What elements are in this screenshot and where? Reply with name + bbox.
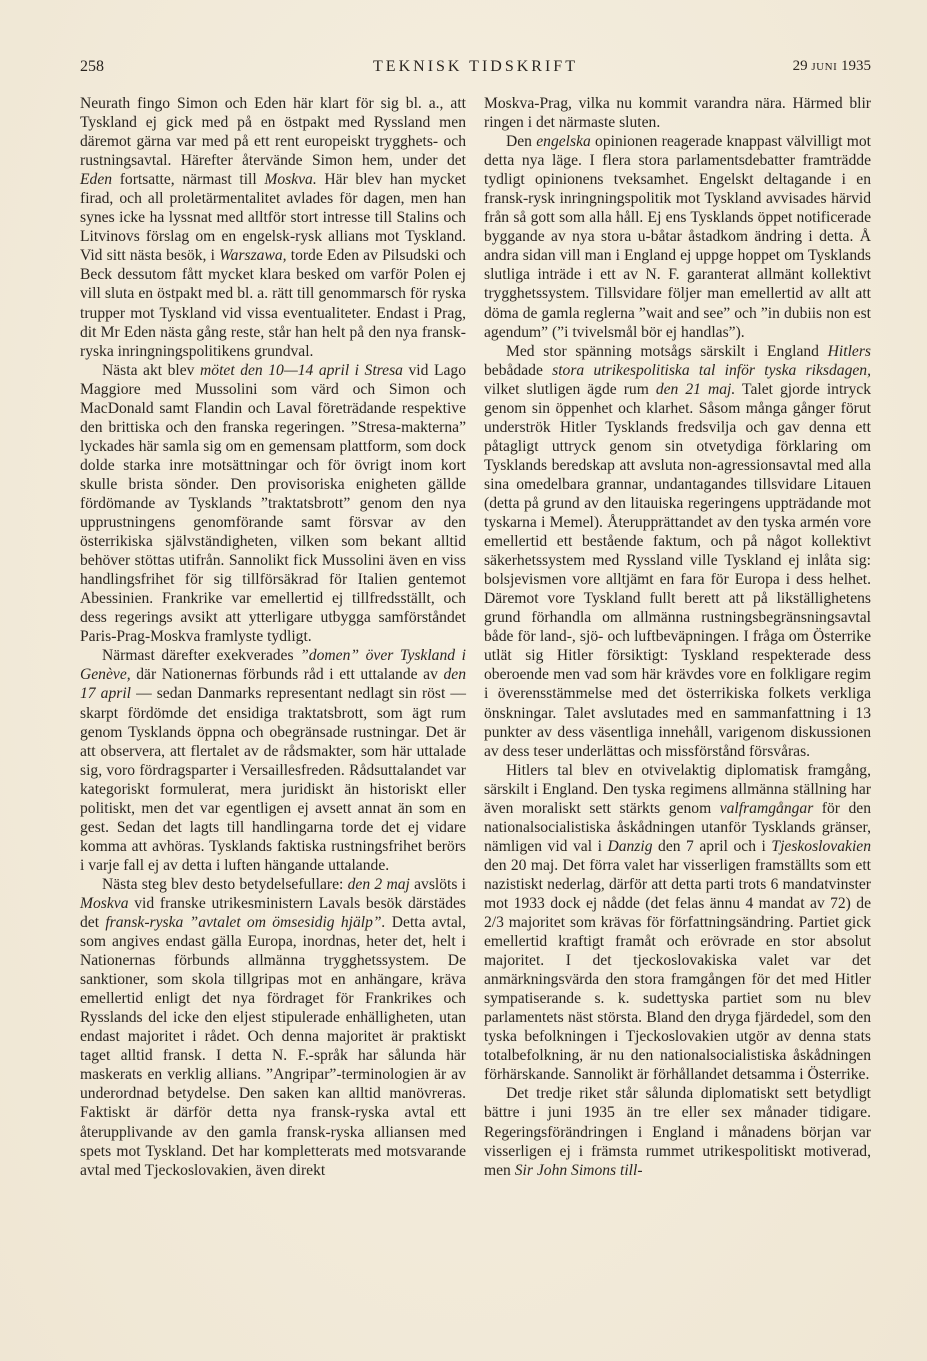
italic-run: den 17 april [80,666,466,703]
italic-run: Danzig [607,837,653,855]
italic-run: Tjeskoslovakien [771,837,871,855]
text-run: Nästa akt blev [102,361,201,379]
italic-run: Eden [80,171,113,189]
paragraph [80,94,466,361]
italic-run: ”domen” över Tyskland i Genève, [80,647,466,684]
italic-run: Moskva. [264,171,317,189]
italic-run: Moskva [80,894,129,912]
text-run: bebådade [484,361,553,379]
italic-run: fransk-ryska ”avtalet om ömsesidig hjälp”. [105,914,386,932]
issue-date [793,58,871,75]
italic-run: Sir John Simons till- [514,1161,643,1179]
paragraph [80,875,466,1180]
paragraph [484,1084,871,1179]
issue-day: 29 [792,58,808,74]
italic-run: Hitlers [827,342,871,360]
italic-run: valframgångar [719,799,814,817]
paragraph [80,646,466,875]
page-header [80,58,871,82]
page-number: 258 [80,58,104,75]
text-run: — sedan Danmarks representant nedlagt sin röst — skarpt fördömde det ensidiga traktatsbrott, som ägt rum genom Tysklands öppna och obegränsade rustningar. Det är att observera, att flertalet av de rådsmakter, som här uttalade sig, voro fördragsparter i Versaillesfreden. Rådsuttalandet var kategoriskt formulerat, mera juridiskt än historiskt eller politiskt, men det var egentligen ej avsett annat än som en gest. Sedan det lagts till handlingarna torde det ej vidare komma att avhöras. Tysklands faktiska rustningsfrihet berörs i varje fall ej av detta i luften hängande uttalande. [80,685,466,874]
text-run: där Nationernas förbunds råd i ett uttalande av [130,666,444,684]
text-run: fortsatte, närmast till [112,171,265,189]
text-run: torde Eden av Pilsudski och Beck dessutom fått mycket klara besked om varför Polen ej vill sluta en östpakt med bl. a. rätt till genommarsch för ryska trupper mot Tyskland vid vissa eventualiteter. Endast i Prag, dit Mr Eden nästa gång reste, står han helt på den nya fransk-ryska inringningspolitikens grundval. [80,247,466,360]
text-run: Detta avtal, som angives endast gälla Europa, inordnas, heter det, helt i Nationernas förbunds allmänna trygghetssystem. De sanktioner, som skola tillgripas mot en anhängare, kräva emellertid enligt det nya fördraget för Frankrikes och Rysslands del icke den eljest stipulerade enhälligheten, utan endast majoritet i rådet. Och denna majoritet är praktiskt taget alltid fransk. I detta N. F.-språk har sålunda här maskerats en verklig allians. ”Angripar”-terminologien är av underordnad betydelse. Den saken kan alltid manövreras. Faktiskt är därför detta nya fransk-ryska avtal ett återupplivande av den gamla fransk-ryska alliansen med spets mot Tyskland. Det har kompletterats med motsvarande avtal med Tjeckoslovakien, även direkt [80,914,466,1179]
paragraph [484,342,871,761]
text-run: Hitlers tal blev en otvivelaktig diplomatisk framgång, särskilt i England. Den tyska regimens allmänna ställning har även moraliskt sett stärkts genom [484,761,871,817]
paragraph [484,94,871,132]
text-run: vid Lago Maggiore med Mussolini som värd och Simon och MacDonald samt Flandin och Laval företrädande respektive den brittiska och den franska regeringen. ”Stresa-makterna” lyckades här samla sig om en gemensam plattform, som dock dolde starka inre motsättningar och för övrigt inom kort skulle brista sönder. Den provisoriska enigheten gällde fördömande av Tysklands ”traktatsbrott” genom den nya upprustningens genomförande samt försvar av den österrikiska självständigheten, vilken som bekant alltid behöver stöttas utifrån. Sannolikt fick Mussolini även en viss handlingsfrihet för sig tillförsäkrad för Italien gentemot Abessinien. Frankrike var emellertid ej tillfredsställt, och dess regerings avsikt att ytterligare utbygga samförståndet Paris-Prag-Moskva framlyste tydligt. [80,361,467,646]
paragraph [484,132,871,342]
issue-month: JUNI [811,61,838,73]
text-run: vilket slutligen ägde rum [484,380,656,398]
text-run: Moskva-Prag, vilka nu kommit varandra nära. Härmed blir ringen i det närmaste sluten. [484,95,871,132]
right-column [484,94,871,1180]
text-run: den 20 maj. Det förra valet har visserligen framställts som ett nazistiskt nederlag, därför att detta parti trots 6 mandatvinster mot 1933 dock ej nådde (det felas ännu 4 mandat av 72) de 2/3 majoritet som krävas för författningsändring. Partiet gick emellertid kraftigt framåt och erövrade en stor absolut majoritet. I det tjeckoslovakiska valet var det anmärkningsvärda den stora framgången för det med Hitler sympatiserande s. k. sudettyska partiet som nu blev parlamentets näst största. Bland den dryga fjärdedel, som den tyska befolkningen i Tjeckoslovakien utgör av denna stats totalbefolkning, är nu den nationalsocialistiska åskådningen förhärskande. Sannolikt är förhållandet detsamma i Österrike. [484,856,871,1084]
text-run: för den nationalsocialistiska åskådningen utanför Tysklands gränser, nämligen vid val i [484,799,872,855]
text-run: den 7 april och i [652,837,772,855]
text-run: avslöts i [409,875,467,893]
italic-run: den 21 maj. [655,380,736,398]
journal-title: TEKNISK TIDSKRIFT [373,58,578,75]
text-run: opinionen reagerade knappast välvilligt mot detta nya läge. I flera stora parlamentsdebatter framträdde tydligt opinionens tveksamhet. Engelskt deltagande i en fransk-rysk inringningspolitik mot Tyskland avvisades härvid från så gott som alla håll. Ej ens Tysklands öppet notificerade byggande av nya stora u-båtar åstadkom ändring i detta. Å andra sidan vill man i England ej uppge hoppet om Tysklands slutliga inträde i ett av N. F. garanterat allmänt kollektivt trygghetssystem. Tillsvidare följer man emellertid av allt att döma de gamla reglerna ”wait and see” och ”in dubiis non est agendum” (”i tvivelsmål bör ej handlas”). [484,133,871,341]
issue-year: 1935 [841,58,871,74]
text-run: Närmast därefter exekverades [102,647,301,665]
text-run: Nästa steg blev desto betydelsefullare: [102,875,348,893]
italic-run: engelska [536,133,591,151]
text-run: Den [506,133,537,151]
italic-run: Warszawa, [219,247,287,265]
italic-run: mötet den 10—14 april i Stresa [200,361,403,379]
paragraph [80,361,466,647]
text-run: Med stor spänning motsågs särskilt i England [506,342,828,360]
text-run: vid franske utrikesministern Lavals besök därstädes det [80,894,466,932]
text-run: Neurath fingo Simon och Eden här klart för sig bl. a., att Tyskland ej gick med på en östpakt med Ryssland men däremot gärna var med på ett rent europeiskt trygghets- och rustningsavtal. Härefter återvände Simon hem, under det [80,95,466,170]
paragraph [484,761,871,1085]
italic-run: stora utrikespolitiska tal inför tyska riksdagen, [552,361,871,379]
left-column [80,94,466,1180]
text-run: Talet gjorde intryck genom sin öppenhet och klarhet. Såsom många gånger förut underströk Hitler Tysklands fredsvilja och gav denna ett påtagligt uttryck genom sin otvetydiga förklaring om Tysklands beredskap att avsluta non-agressionsavtal med alla sina omedelbara grannar, undantagandes tillsvidare Litauen (detta på grund av den litauiska regeringens uppträdande mot tyskarna i Memel). Återupprättandet av den tyska armén vore emellertid ett bestående faktum, och på något kollektivt säkerhetssystem med Ryssland ville Tyskland ej inlåta sig: bolsjevismen vore alltjämt en fara för Europa i dess helhet. Däremot vore Tyskland fullt berett att på likställighetens grund förhandla om allmänna rustningsbegränsningsavtal både för land-, sjö- och luftbeväpningen. I fråga om Österrike utlät sig Hitler försiktigt: Tyskland respekterade dess oberoende men vad som här krävdes vore en folkligare regim i överensstämmelse med det österrikiska folkets verkliga önskningar. Talet avslutades med en sammanfattning i 13 punkter av dess väsentliga innehåll, varigenom diskussionen av dess teser underlättas och missförstånd försvåras. [484,380,871,760]
text-run: Det tredje riket står sålunda diplomatiskt sett betydligt bättre i juni 1935 än tre eller sex månader tidigare. Regeringsförändringen i England i månadens början var visserligen ej i främsta rummet utrikespolitiskt motiverad, men [484,1085,871,1179]
text-run: Här blev han mycket firad, och all proletärmentalitet avlades för dagen, men han synes icke ha lyssnat med alltför stort intresse till Stalins och Litvinovs förslag om en engelsk-rysk allians mot Tyskland. Vid sitt nästa besök, i [80,171,466,265]
italic-run: den 2 maj [347,875,410,893]
